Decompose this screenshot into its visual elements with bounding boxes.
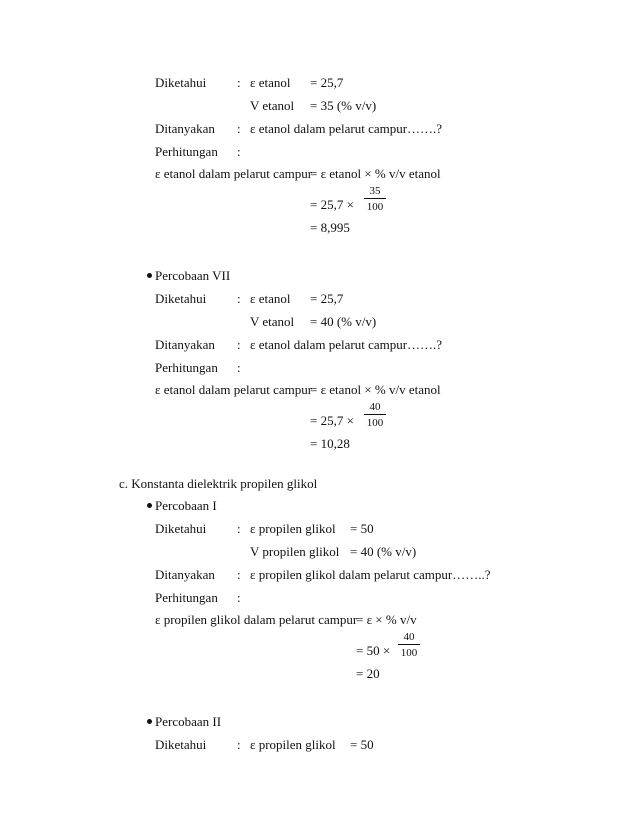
asked-label: Ditanyakan	[155, 121, 215, 136]
asked-label: Ditanyakan	[155, 337, 215, 352]
calc-label: Perhitungan	[155, 144, 218, 159]
formula-rhs: = ε etanol × % v/v etanol	[310, 382, 441, 397]
known-label: Diketahui	[155, 521, 207, 536]
formula-lhs: ε etanol dalam pelarut campur	[155, 166, 313, 181]
fraction-bar	[364, 414, 386, 415]
known-volume-name: V etanol	[250, 314, 295, 329]
fraction-numerator: 35	[369, 185, 381, 197]
calc-step: = 25,7 ×	[310, 413, 354, 428]
fraction-numerator: 40	[403, 631, 415, 643]
colon: :	[237, 590, 241, 605]
known-epsilon-value: = 25,7	[310, 291, 344, 306]
calc-label: Perhitungan	[155, 590, 218, 605]
known-epsilon-name: ε propilen glikol	[250, 737, 336, 752]
colon: :	[237, 737, 241, 752]
bullet-icon	[147, 503, 152, 508]
asked-label: Ditanyakan	[155, 567, 215, 582]
calc-result: = 20	[356, 666, 380, 681]
known-epsilon-value: = 25,7	[310, 75, 344, 90]
known-volume-value: = 35 (% v/v)	[310, 98, 377, 113]
experiment-heading: Percobaan VII	[155, 268, 231, 283]
known-epsilon-name: ε propilen glikol	[250, 521, 336, 536]
colon: :	[237, 567, 241, 582]
fraction-numerator: 40	[369, 401, 381, 413]
asked-text: ε etanol dalam pelarut campur…….?	[250, 337, 443, 352]
calc-step: = 25,7 ×	[310, 197, 354, 212]
bullet-icon	[147, 273, 152, 278]
experiment-heading: Percobaan II	[155, 714, 222, 729]
known-epsilon-value: = 50	[350, 521, 374, 536]
known-label: Diketahui	[155, 75, 207, 90]
formula-rhs: = ε × % v/v	[356, 612, 417, 627]
fraction-denominator: 100	[366, 201, 384, 213]
fraction-denominator: 100	[400, 647, 418, 659]
calc-label: Perhitungan	[155, 360, 218, 375]
experiment-heading: Percobaan I	[155, 498, 217, 513]
colon: :	[237, 75, 241, 90]
colon: :	[237, 121, 241, 136]
formula-lhs: ε propilen glikol dalam pelarut campur	[155, 612, 358, 627]
known-volume-value: = 40 (% v/v)	[350, 544, 417, 559]
fraction	[398, 631, 420, 659]
colon: :	[237, 144, 241, 159]
known-volume-name: V etanol	[250, 98, 295, 113]
asked-text: ε etanol dalam pelarut campur…….?	[250, 121, 443, 136]
known-label: Diketahui	[155, 737, 207, 752]
colon: :	[237, 291, 241, 306]
formula-rhs: = ε etanol × % v/v etanol	[310, 166, 441, 181]
fraction	[364, 185, 386, 213]
known-volume-name: V propilen glikol	[250, 544, 340, 559]
section-heading: c. Konstanta dielektrik propilen glikol	[119, 476, 318, 491]
calc-step: = 50 ×	[356, 643, 391, 658]
fraction	[364, 401, 386, 429]
bullet-icon	[147, 719, 152, 724]
known-label: Diketahui	[155, 291, 207, 306]
known-epsilon-value: = 50	[350, 737, 374, 752]
known-epsilon-name: ε etanol	[250, 291, 291, 306]
known-volume-value: = 40 (% v/v)	[310, 314, 377, 329]
calc-result: = 10,28	[310, 436, 350, 451]
colon: :	[237, 337, 241, 352]
colon: :	[237, 521, 241, 536]
known-epsilon-name: ε etanol	[250, 75, 291, 90]
formula-lhs: ε etanol dalam pelarut campur	[155, 382, 313, 397]
fraction-bar	[398, 644, 420, 645]
calc-result: = 8,995	[310, 220, 350, 235]
asked-text: ε propilen glikol dalam pelarut campur……..?	[250, 567, 491, 582]
colon: :	[237, 360, 241, 375]
fraction-denominator: 100	[366, 417, 384, 429]
fraction-bar	[364, 198, 386, 199]
